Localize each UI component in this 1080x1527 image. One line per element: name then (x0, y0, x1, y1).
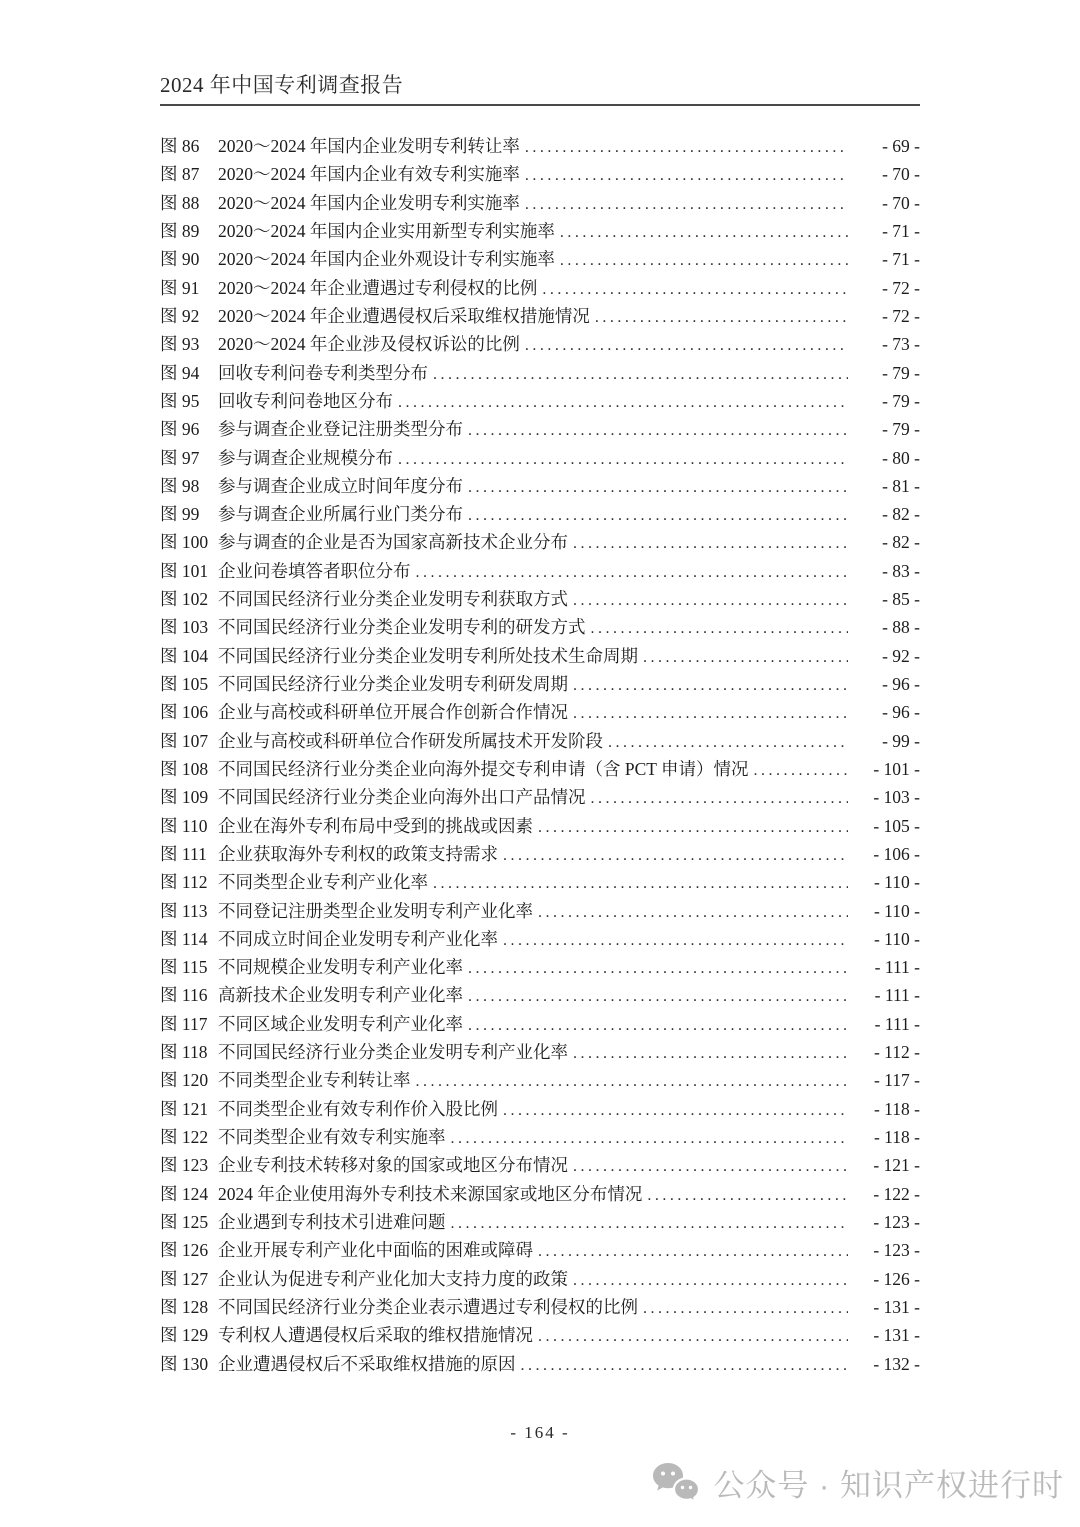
toc-entry-title: 2020～2024 年国内企业有效专利实施率 (218, 164, 520, 185)
toc-entry-page: - 123 - (873, 1211, 920, 1232)
toc-row (160, 274, 920, 302)
toc-entry-title: 不同国民经济行业分类企业发明专利所处技术生命周期 (218, 645, 638, 666)
toc-entry-label: 图 126 (160, 1240, 209, 1261)
toc-leader-dots (468, 472, 848, 502)
toc-entry-page: - 96 - (882, 674, 920, 695)
toc-row (160, 472, 920, 500)
toc-entry-label: 图 95 (160, 390, 200, 411)
toc-row (160, 585, 920, 613)
toc-row (160, 245, 920, 273)
toc-entry-label: 图 124 (160, 1183, 209, 1204)
toc-entry-label: 图 111 (160, 843, 207, 864)
toc-entry-title: 回收专利问卷地区分布 (218, 390, 393, 411)
toc-entry-page: - 131 - (873, 1325, 920, 1346)
toc-entry-title: 参与调查企业登记注册类型分布 (218, 419, 463, 440)
toc-entry-page: - 82 - (882, 504, 920, 525)
toc-entry-page: - 121 - (873, 1155, 920, 1176)
toc-entry-title: 2020～2024 年国内企业实用新型专利实施率 (218, 221, 555, 242)
toc-row (160, 387, 920, 415)
toc-entry-page: - 72 - (882, 305, 920, 326)
toc-entry-title: 不同规模企业发明专利产业化率 (218, 957, 463, 978)
toc-entry-page: - 111 - (874, 1013, 920, 1034)
toc-entry-label: 图 106 (160, 702, 209, 723)
toc-entry-page: - 112 - (873, 1042, 920, 1063)
toc-entry-page: - 106 - (873, 843, 920, 864)
toc-row (160, 1236, 920, 1264)
toc-leader-dots (521, 1350, 849, 1380)
toc-entry-title: 不同登记注册类型企业发明专利产业化率 (218, 900, 533, 921)
toc-entry-page: - 81 - (882, 475, 920, 496)
toc-leader-dots (503, 925, 848, 955)
toc-entry-page: - 103 - (873, 787, 920, 808)
toc-entry-page: - 118 - (873, 1098, 920, 1119)
toc-entry-page: - 71 - (882, 249, 920, 270)
toc-leader-dots (398, 387, 848, 417)
toc-entry-title: 企业在海外专利布局中受到的挑战或因素 (218, 815, 533, 836)
toc-row (160, 897, 920, 925)
toc-entry-page: - 70 - (882, 164, 920, 185)
toc-entry-page: - 132 - (873, 1353, 920, 1374)
toc-row (160, 981, 920, 1009)
toc-leader-dots (398, 444, 848, 474)
toc-entry-title: 企业认为促进专利产业化加大支持力度的政策 (218, 1268, 568, 1289)
toc-row (160, 727, 920, 755)
toc-entry-title: 不同国民经济行业分类企业发明专利产业化率 (218, 1042, 568, 1063)
toc-leader-dots (433, 359, 848, 389)
toc-leader-dots (433, 868, 848, 898)
toc-leader-dots (538, 1236, 848, 1266)
running-header-title: 2024 年中国专利调查报告 (160, 73, 404, 97)
toc-entry-label: 图 93 (160, 334, 200, 355)
toc-entry-label: 图 105 (160, 674, 209, 695)
toc-leader-dots (451, 1208, 849, 1238)
toc-leader-dots (503, 840, 848, 870)
toc-entry-label: 图 100 (160, 532, 209, 553)
toc-entry-page: - 131 - (873, 1296, 920, 1317)
toc-entry-page: - 85 - (882, 589, 920, 610)
toc-entry-label: 图 91 (160, 277, 200, 298)
toc-row (160, 698, 920, 726)
toc-leader-dots (754, 755, 848, 785)
toc-entry-label: 图 101 (160, 560, 209, 581)
toc-entry-page: - 101 - (873, 758, 920, 779)
toc-entry-label: 图 127 (160, 1268, 209, 1289)
toc-leader-dots (591, 613, 849, 643)
toc-leader-dots (573, 528, 848, 558)
toc-entry-label: 图 108 (160, 758, 209, 779)
toc-entry-title: 企业遇到专利技术引进难问题 (218, 1211, 446, 1232)
watermark-text: 公众号 · 知识产权进行时 (713, 1468, 1064, 1503)
toc-leader-dots (573, 1151, 848, 1181)
toc-entry-page: - 110 - (873, 872, 920, 893)
toc-entry-title: 企业开展专利产业化中面临的困难或障碍 (218, 1240, 533, 1261)
toc-leader-dots (525, 160, 848, 190)
toc-leader-dots (538, 1321, 848, 1351)
toc-entry-label: 图 107 (160, 730, 209, 751)
toc-entry-title: 不同类型企业专利产业化率 (218, 872, 428, 893)
header-rule (160, 104, 920, 106)
toc-leader-dots (538, 812, 848, 842)
toc-leader-dots (525, 132, 848, 162)
toc-row (160, 953, 920, 981)
toc-entry-label: 图 123 (160, 1155, 209, 1176)
toc-entry-title: 不同国民经济行业分类企业发明专利的研发方式 (218, 617, 586, 638)
toc-entry-title: 参与调查企业规模分布 (218, 447, 393, 468)
toc-entry-title: 2020～2024 年企业遭遇侵权后采取维权措施情况 (218, 305, 590, 326)
toc-entry-label: 图 128 (160, 1296, 209, 1317)
toc-entry-label: 图 121 (160, 1098, 209, 1119)
footer-page-number: - 164 - (510, 1423, 570, 1442)
toc-entry-title: 参与调查的企业是否为国家高新技术企业分布 (218, 532, 568, 553)
toc-entry-label: 图 130 (160, 1353, 209, 1374)
toc-leader-dots (468, 415, 848, 445)
toc-entry-label: 图 103 (160, 617, 209, 638)
toc-row (160, 1123, 920, 1151)
toc-entry-page: - 105 - (873, 815, 920, 836)
toc-entry-page: - 126 - (873, 1268, 920, 1289)
toc-entry-page: - 82 - (882, 532, 920, 553)
toc-entry-title: 不同国民经济行业分类企业发明专利研发周期 (218, 674, 568, 695)
toc-row (160, 189, 920, 217)
toc-leader-dots (525, 189, 848, 219)
toc-entry-label: 图 115 (160, 957, 208, 978)
toc-entry-title: 2024 年企业使用海外专利技术来源国家或地区分布情况 (218, 1183, 643, 1204)
toc-entry-label: 图 113 (160, 900, 208, 921)
toc-leader-dots (468, 1010, 848, 1040)
toc-entry-title: 专利权人遭遇侵权后采取的维权措施情况 (218, 1325, 533, 1346)
toc-entry-title: 2020～2024 年国内企业发明专利转让率 (218, 136, 520, 157)
toc-row (160, 359, 920, 387)
toc-row (160, 415, 920, 443)
toc-entry-page: - 110 - (873, 928, 920, 949)
toc-entry-label: 图 117 (160, 1013, 208, 1034)
toc-entry-page: - 70 - (882, 192, 920, 213)
toc-leader-dots (573, 1265, 848, 1295)
toc-row (160, 528, 920, 556)
toc-leader-dots (560, 245, 848, 275)
toc-row (160, 755, 920, 783)
toc-entry-page: - 123 - (873, 1240, 920, 1261)
toc-entry-label: 图 97 (160, 447, 200, 468)
toc-entry-title: 企业专利技术转移对象的国家或地区分布情况 (218, 1155, 568, 1176)
toc-row (160, 812, 920, 840)
toc-row (160, 925, 920, 953)
toc-entry-title: 回收专利问卷专利类型分布 (218, 362, 428, 383)
toc-entry-label: 图 94 (160, 362, 200, 383)
toc-entry-label: 图 114 (160, 928, 208, 949)
toc-entry-label: 图 96 (160, 419, 200, 440)
toc-leader-dots (647, 1180, 848, 1210)
toc-entry-label: 图 125 (160, 1211, 209, 1232)
toc-row (160, 160, 920, 188)
toc-entry-page: - 118 - (873, 1127, 920, 1148)
toc-entry-label: 图 87 (160, 164, 200, 185)
toc-entry-title: 参与调查企业成立时间年度分布 (218, 475, 463, 496)
toc-row (160, 1208, 920, 1236)
toc-leader-dots (503, 1095, 848, 1125)
toc-leader-dots (416, 1066, 849, 1096)
toc-leader-dots (538, 897, 848, 927)
toc-entry-title: 2020～2024 年国内企业外观设计专利实施率 (218, 249, 555, 270)
toc-row (160, 330, 920, 358)
toc-entry-page: - 72 - (882, 277, 920, 298)
toc-entry-page: - 69 - (882, 136, 920, 157)
toc-leader-dots (595, 302, 848, 332)
toc-entry-title: 2020～2024 年国内企业发明专利实施率 (218, 192, 520, 213)
toc-row (160, 1151, 920, 1179)
toc-row (160, 557, 920, 585)
toc-entry-title: 不同区域企业发明专利产业化率 (218, 1013, 463, 1034)
toc-entry-label: 图 88 (160, 192, 200, 213)
toc-entry-label: 图 99 (160, 504, 200, 525)
toc-entry-label: 图 118 (160, 1042, 208, 1063)
toc-entry-title: 不同成立时间企业发明专利产业化率 (218, 928, 498, 949)
toc-list (160, 132, 920, 1378)
toc-leader-dots (573, 698, 848, 728)
toc-entry-label: 图 122 (160, 1127, 209, 1148)
watermark (652, 1460, 1064, 1505)
wechat-icon (652, 1462, 700, 1504)
toc-row (160, 1293, 920, 1321)
toc-entry-page: - 111 - (874, 957, 920, 978)
toc-entry-label: 图 92 (160, 305, 200, 326)
toc-row (160, 444, 920, 472)
toc-leader-dots (573, 670, 848, 700)
toc-entry-page: - 88 - (882, 617, 920, 638)
toc-entry-title: 企业问卷填答者职位分布 (218, 560, 411, 581)
toc-entry-label: 图 120 (160, 1070, 209, 1091)
toc-leader-dots (525, 330, 848, 360)
toc-row (160, 1321, 920, 1349)
toc-row (160, 1010, 920, 1038)
toc-leader-dots (468, 500, 848, 530)
toc-entry-title: 2020～2024 年企业涉及侵权诉讼的比例 (218, 334, 520, 355)
toc-entry-page: - 73 - (882, 334, 920, 355)
toc-leader-dots (608, 727, 848, 757)
toc-entry-label: 图 98 (160, 475, 200, 496)
toc-leader-dots (468, 981, 848, 1011)
toc-row (160, 500, 920, 528)
toc-row (160, 1095, 920, 1123)
toc-row (160, 1350, 920, 1378)
toc-entry-label: 图 116 (160, 985, 208, 1006)
toc-entry-page: - 99 - (882, 730, 920, 751)
toc-row (160, 783, 920, 811)
toc-entry-label: 图 112 (160, 872, 208, 893)
toc-row (160, 868, 920, 896)
toc-entry-label: 图 90 (160, 249, 200, 270)
toc-entry-label: 图 89 (160, 221, 200, 242)
toc-leader-dots (542, 274, 848, 304)
toc-entry-title: 高新技术企业发明专利产业化率 (218, 985, 463, 1006)
toc-entry-page: - 79 - (882, 419, 920, 440)
toc-entry-page: - 71 - (882, 221, 920, 242)
toc-entry-title: 企业与高校或科研单位合作研发所属技术开发阶段 (218, 730, 603, 751)
toc-leader-dots (416, 557, 849, 587)
toc-row (160, 670, 920, 698)
toc-row (160, 642, 920, 670)
toc-entry-page: - 83 - (882, 560, 920, 581)
toc-entry-title: 企业与高校或科研单位开展合作创新合作情况 (218, 702, 568, 723)
toc-leader-dots (643, 642, 848, 672)
toc-entry-title: 不同类型企业有效专利实施率 (218, 1127, 446, 1148)
toc-entry-title: 不同国民经济行业分类企业向海外出口产品情况 (218, 787, 586, 808)
toc-entry-title: 不同国民经济行业分类企业表示遭遇过专利侵权的比例 (218, 1296, 638, 1317)
toc-row (160, 132, 920, 160)
toc-entry-page: - 117 - (873, 1070, 920, 1091)
toc-leader-dots (560, 217, 848, 247)
page-content (160, 0, 920, 1378)
toc-leader-dots (591, 783, 849, 813)
toc-row (160, 613, 920, 641)
toc-entry-title: 不同类型企业专利转让率 (218, 1070, 411, 1091)
toc-leader-dots (573, 585, 848, 615)
toc-entry-page: - 96 - (882, 702, 920, 723)
toc-entry-label: 图 129 (160, 1325, 209, 1346)
toc-leader-dots (573, 1038, 848, 1068)
toc-entry-label: 图 110 (160, 815, 208, 836)
toc-row (160, 1180, 920, 1208)
toc-entry-title: 2020～2024 年企业遭遇过专利侵权的比例 (218, 277, 538, 298)
toc-entry-page: - 79 - (882, 362, 920, 383)
toc-entry-page: - 80 - (882, 447, 920, 468)
toc-leader-dots (451, 1123, 849, 1153)
toc-row (160, 1265, 920, 1293)
toc-entry-page: - 79 - (882, 390, 920, 411)
toc-entry-title: 企业获取海外专利权的政策支持需求 (218, 843, 498, 864)
toc-entry-label: 图 104 (160, 645, 209, 666)
toc-entry-label: 图 102 (160, 589, 209, 610)
toc-row (160, 840, 920, 868)
toc-row (160, 217, 920, 245)
toc-entry-page: - 122 - (873, 1183, 920, 1204)
toc-entry-title: 不同类型企业有效专利作价入股比例 (218, 1098, 498, 1119)
toc-row (160, 1066, 920, 1094)
toc-leader-dots (643, 1293, 848, 1323)
toc-row (160, 302, 920, 330)
toc-leader-dots (468, 953, 848, 983)
toc-entry-title: 企业遭遇侵权后不采取维权措施的原因 (218, 1353, 516, 1374)
toc-row (160, 1038, 920, 1066)
toc-entry-page: - 110 - (873, 900, 920, 921)
toc-entry-label: 图 109 (160, 787, 209, 808)
toc-entry-page: - 111 - (874, 985, 920, 1006)
toc-entry-title: 参与调查企业所属行业门类分布 (218, 504, 463, 525)
toc-entry-page: - 92 - (882, 645, 920, 666)
toc-entry-title: 不同国民经济行业分类企业向海外提交专利申请（含 PCT 申请）情况 (218, 758, 749, 779)
toc-entry-label: 图 86 (160, 136, 200, 157)
toc-entry-title: 不同国民经济行业分类企业发明专利获取方式 (218, 589, 568, 610)
